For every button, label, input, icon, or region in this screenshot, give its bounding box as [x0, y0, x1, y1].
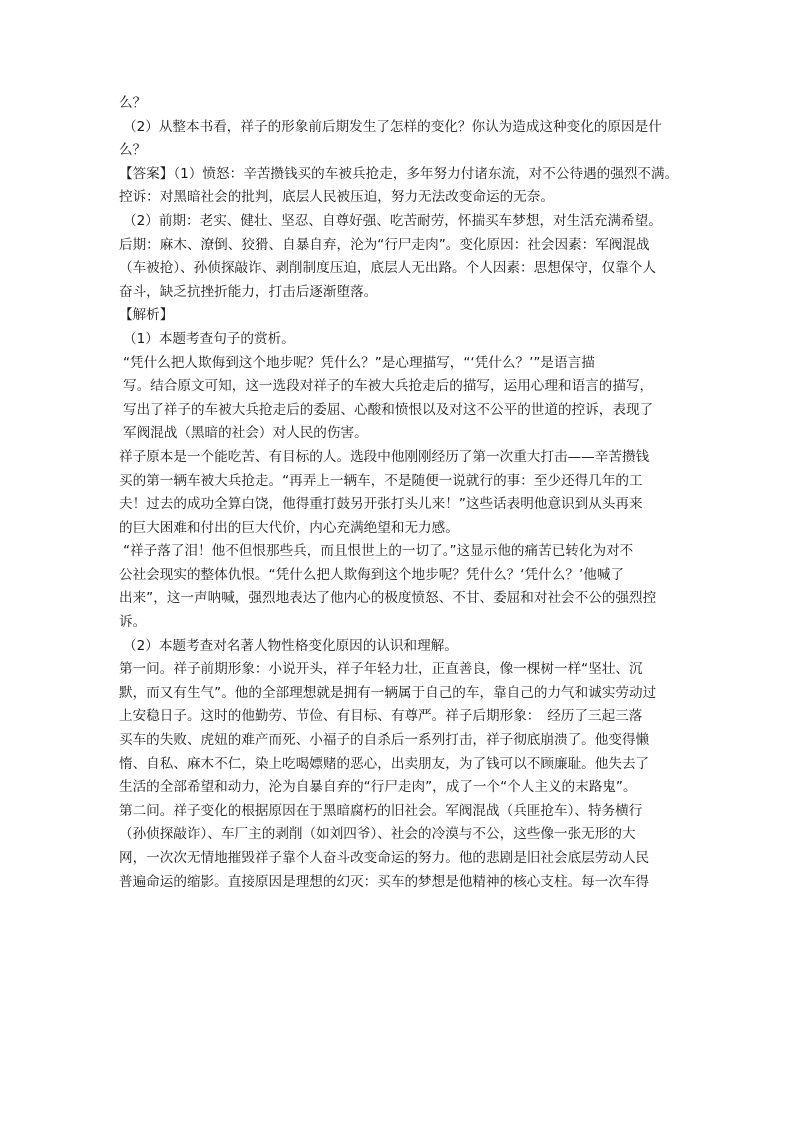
text-line: “祥子落了泪！他不但恨那些兵，而且恨世上的一切了。”这显示他的痛苦已转化为对不: [123, 543, 634, 560]
text-line: 祥子原本是一个能吃苦、有目标的人。选段中他刚刚经历了第一次重大打击——辛苦攒钱: [119, 448, 650, 465]
text-line: 写出了祥子的车被大兵抢走后的委屈、心酸和愤恨以及对这不公平的世道的控诉，表现了: [123, 401, 654, 418]
text-line: 上安稳日子。这时的他勤劳、节俭、有目标、有尊严。祥子后期形象： 经历了三起三落: [119, 708, 643, 725]
text-line: 军阀混战（黑暗的社会）对人民的伤害。: [123, 425, 368, 442]
text-line: 控诉：对黑暗社会的批判，底层人民被压迫，努力无法改变命运的无奈。: [119, 189, 554, 206]
text-line: 第二问。祥子变化的根据原因在于黑暗腐朽的旧社会。军阀混战（兵匪抢车）、特务横行: [119, 802, 643, 819]
document-body: [119, 92, 679, 894]
text-line: （车被抢）、孙侦探敲诈、剥削制度压迫，底层人无出路。个人因素：思想保守，仅靠个人: [119, 260, 656, 277]
text-line: 默，而又有生气”。他的全部理想就是拥有一辆属于自己的车，靠自己的力气和诚实劳动过: [119, 684, 657, 701]
text-line: （2）本题考查对名著人物性格变化原因的认识和理解。: [123, 637, 458, 654]
text-line: 夫！过去的成功全算白饶，他得重打鼓另开张打头儿来！”这些话表明他意识到从头再来: [119, 496, 643, 513]
text-line: 奋斗，缺乏抗挫折能力，打击后逐渐堕落。: [119, 283, 378, 300]
text-line: 买的第一辆车被大兵抢走。“再弄上一辆车，不是随便一说就行的事：至少还得几年的工: [119, 472, 643, 489]
text-line: （2）前期：老实、健壮、坚忍、自尊好强、吃苦耐劳，怀揣买车梦想，对生活充满希望。: [123, 212, 662, 229]
text-line: 网，一次次无情地摧毁祥子靠个人奋斗改变命运的努力。他的悲剧是旧社会底层劳动人民: [119, 850, 650, 866]
text-line: 第一问。祥子前期形象：小说开头，祥子年轻力壮，正直善良，像一棵树一样“坚壮、沉: [119, 661, 643, 678]
text-line: 么？: [119, 95, 147, 111]
text-line: 公社会现实的整体仇恨。“凭什么把人欺侮到这个地步呢？凭什么？‘凭什么？’他喊了: [119, 566, 625, 583]
text-line: 普遍命运的缩影。直接原因是理想的幻灭：买车的梦想是他精神的核心支柱。每一次车得: [119, 873, 650, 890]
text-line: （1）本题考查句子的赏析。: [123, 330, 295, 347]
text-line: 么？: [119, 142, 147, 159]
answer-heading-line: 【答案】（1）愤怒：辛苦攒钱买的车被兵抢走，多年努力付诸东流，对不公待遇的强烈不满。: [119, 165, 679, 182]
text-line: 买车的失败、虎妞的难产而死、小福子的自杀后一系列打击，祥子彻底崩溃了。他变得懒: [119, 732, 650, 749]
text-line: 的巨大困难和付出的巨大代价，内心充满绝望和无力感。: [119, 519, 459, 536]
text-line: 写。结合原文可知，这一选段对祥子的车被大兵抢走后的描写，运用心理和语言的描写，: [123, 378, 654, 395]
text-line: 生活的全部希望和动力，沦为自暴自弃的“行尸走肉”，成了一个“个人主义的末路鬼”。: [119, 779, 637, 796]
text-line: 后期：麻木、潦倒、狡猾、自暴自弃，沦为“行尸走肉”。变化原因：社会因素：军阀混战: [119, 236, 650, 253]
text-line: 出来”，这一声呐喊，强烈地表达了他内心的极度愤怒、不甘、委屈和对社会不公的强烈控: [119, 590, 657, 607]
text-line: （2）从整本书看，祥子的形象前后期发生了怎样的变化？你认为造成这种变化的原因是什: [123, 118, 662, 135]
analysis-heading: 【解析】: [119, 307, 174, 324]
text-line: “凭什么把人欺侮到这个地步呢？凭什么？”是心理描写，“‘凭什么？’”是语言描: [123, 354, 595, 371]
text-line: （孙侦探敲诈）、车厂主的剥削（如刘四爷）、社会的冷漠与不公，这些像一张无形的大: [119, 826, 636, 843]
text-line: 诉。: [119, 614, 147, 631]
text-line: 惰、自私、麻木不仁，染上吃喝嫖赌的恶心，出卖朋友，为了钱可以不顾廉耻。他失去了: [119, 755, 650, 772]
